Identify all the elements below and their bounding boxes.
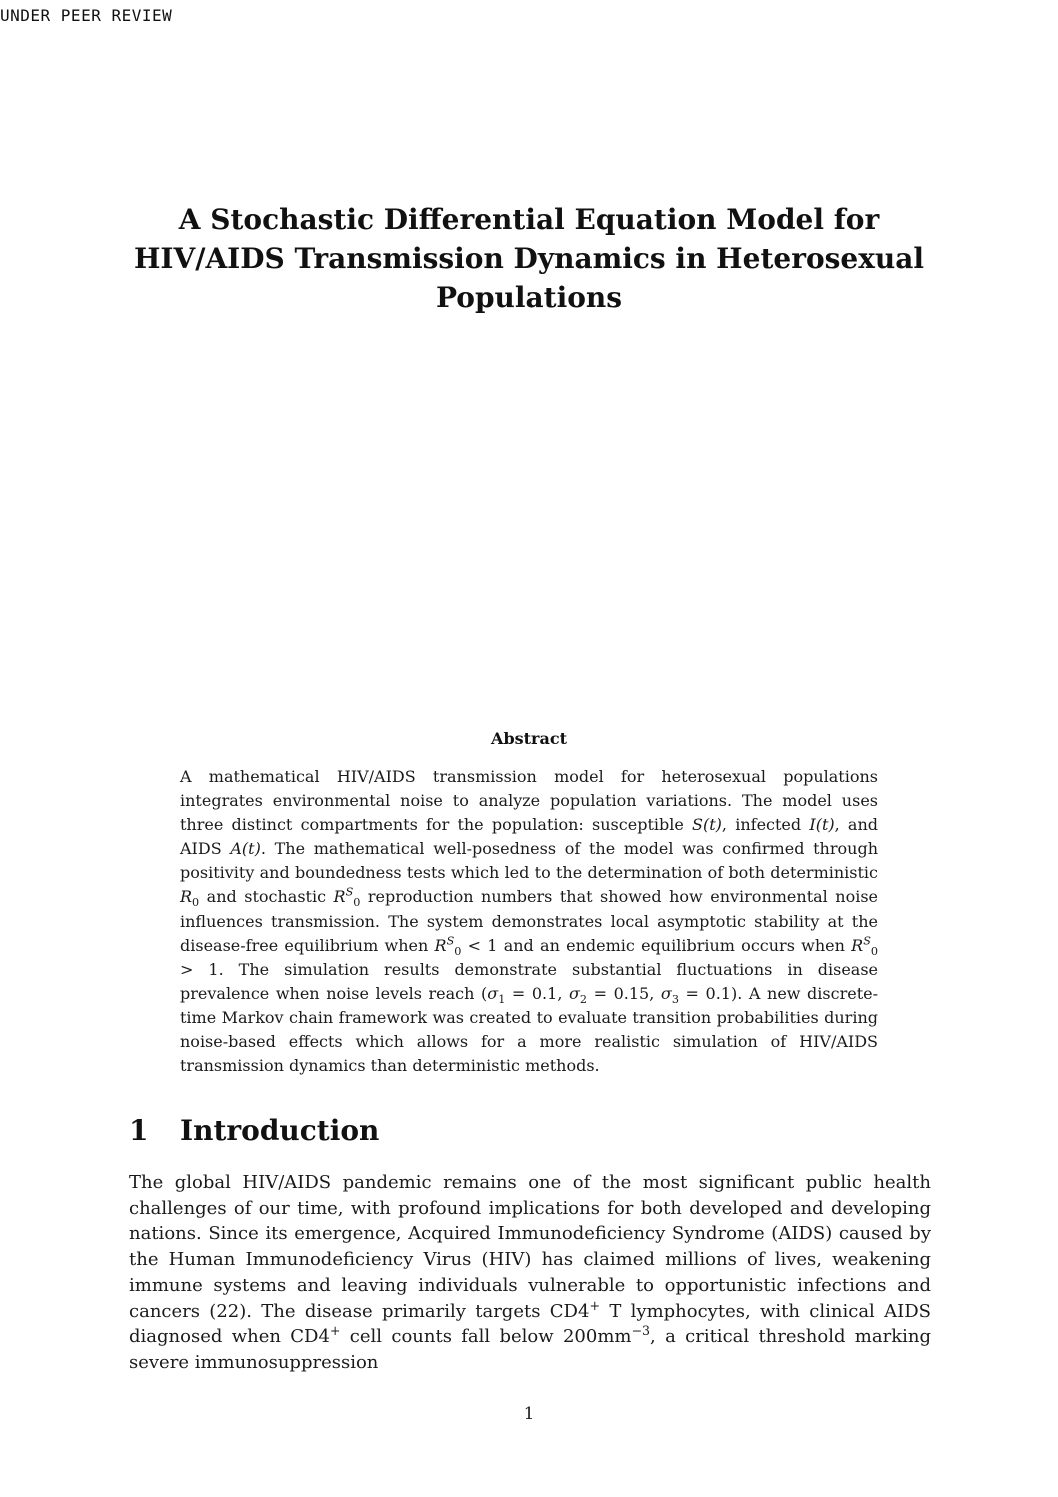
review-watermark: UNDER PEER REVIEW bbox=[0, 6, 173, 25]
introduction-text: The global HIV/AIDS pandemic remains one of the most significant public health challenges of our time, with profound implications for both developed and developing nations. Since its emergence, Acquired Immunodeficiency Syndrome (AIDS) caused by the Human Immunodeficiency Virus (HIV) has claimed millions of lives, weakening immune systems and leaving individuals vulnerable to opportunistic infections and cancers (22). The disease primarily targets CD4+ T lymphocytes, with clinical AIDS diagnosed when CD4+ cell counts fall below $200mm^{-3}$, a critical threshold marking severe immunosuppression bbox=[129, 1172, 931, 1373]
math-infected: I(t) bbox=[809, 815, 835, 835]
math-r0s-greater-than-one: $R^S_0 > 1$ bbox=[180, 934, 878, 979]
paper-title: A Stochastic Differential Equation Model for HIV/AIDS Transmission Dynamics in Heterosexual Populations bbox=[133, 203, 925, 314]
abstract-heading: Abstract bbox=[491, 729, 567, 748]
math-r0s-less-than-one: $R^S_0 < 1$ bbox=[434, 934, 498, 958]
page-number: 1 bbox=[523, 1404, 535, 1424]
math-susceptible: S(t) bbox=[692, 815, 722, 835]
math-aids: A(t) bbox=[230, 839, 261, 859]
section-heading-introduction bbox=[129, 1114, 379, 1147]
math-noise-levels: $\sigma_1 = 0.1$, $\sigma_2 = 0.15$, $\sigma_3 = 0.1$ bbox=[487, 983, 731, 1007]
section-number: 1 bbox=[129, 1114, 149, 1147]
section-title: Introduction bbox=[180, 1114, 380, 1147]
math-r0-deterministic: $R_0$ bbox=[180, 887, 200, 910]
math-r0-stochastic: $R^S_0$ bbox=[333, 886, 361, 910]
abstract-text: A mathematical HIV/AIDS transmission model for heterosexual populations integrates environmental noise to analyze population variations. The model uses three distinct compartments for the population: susceptible S(t), infected I(t), and AIDS A(t). The mathematical well-posedness of the model was confirmed through positivity and boundedness tests which led to the determination of both deterministic $R_0$ and stochastic $R^S_0$ reproduction numbers that showed how environmental noise influences transmission. The system demonstrates local asymptotic stability at the disease-free equilibrium when $R^S_0 < 1$ and an endemic equilibrium occurs when $R^S_0 > 1$. The simulation results demonstrate substantial fluctuations in disease prevalence when noise levels reach ($\sigma_1 = 0.1$, $\sigma_2 = 0.15$, $\sigma_3 = 0.1$). A new discrete-time Markov chain framework was created to evaluate transition probabilities during noise-based effects which allows for a more realistic simulation of HIV/AIDS transmission dynamics than deterministic methods. bbox=[180, 767, 879, 1076]
